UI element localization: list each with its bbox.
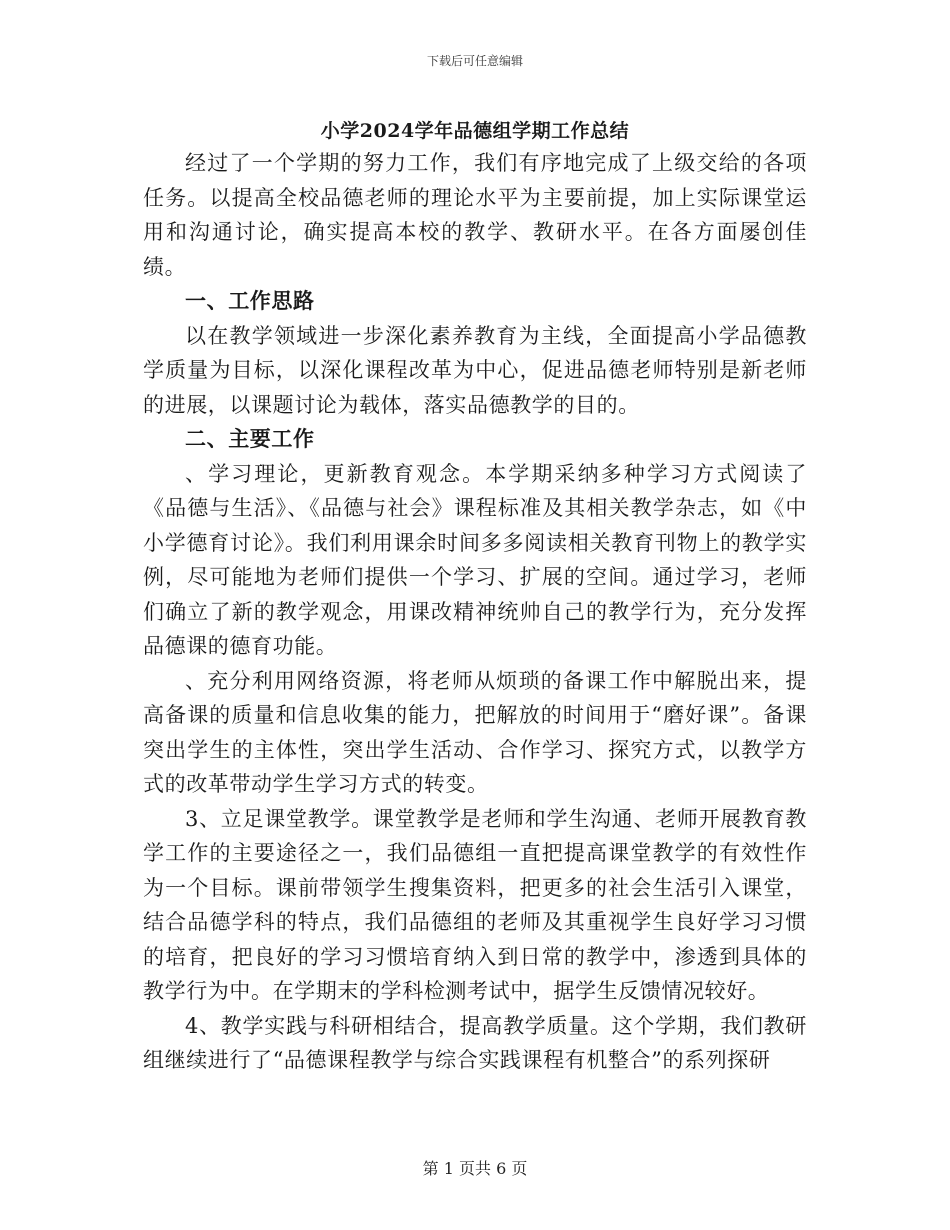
section-heading-main-work: 二、主要工作 [185,426,315,451]
paragraph-classroom-teaching: 3、立足课堂教学。课堂教学是老师和学生沟通、老师开展教育教学工作的主要途径之一，我们品德组一直把提高课堂教学的有效性作为一个目标。课前带领学生搜集资料，把更多的社会生活引入课堂，结合品德学科的特点，我们品德组的老师及其重视学生良好学习习惯的培育，把良好的学习习惯培育纳入到日常的教学中，渗透到具体的教学行为中。在学期末的学科检测考试中，据学生反馈情况较好。 [143,806,807,1003]
document-body [143,146,807,1078]
page-header-note: 下载后可任意编辑 [426,54,523,68]
page-number-footer: 第 1 页共 6 页 [422,1159,528,1178]
document-title: 小学2024学年品德组学期工作总结 [320,120,630,142]
paragraph-work-idea: 以在教学领域进一步深化素养教育为主线，全面提高小学品德教学质量为目标，以深化课程改革为中心，促进品德老师特别是新老师的进展，以课题讨论为载体，落实品德教学的目的。 [143,323,807,417]
section-heading-work-idea: 一、工作思路 [185,288,315,313]
paragraph-intro: 经过了一个学期的努力工作，我们有序地完成了上级交给的各项任务。以提高全校品德老师的理论水平为主要前提，加上实际课堂运用和沟通讨论，确实提高本校的教学、教研水平。在各方面屡创佳绩。 [143,151,807,279]
paragraph-network-resources: 、充分利用网络资源，将老师从烦琐的备课工作中解脱出来，提高备课的质量和信息收集的能力，把解放的时间用于“磨好课”。备课突出学生的主体性，突出学生活动、合作学习、探究方式，以教学方式的改革带动学生学习方式的转变。 [143,668,807,796]
paragraph-teaching-research: 4、教学实践与科研相结合，提高教学质量。这个学期，我们教研组继续进行了“品德课程教学与综合实践课程有机整合”的系列探研 [143,1013,807,1072]
paragraph-theory-study: 、学习理论，更新教育观念。本学期采纳多种学习方式阅读了《品德与生活》、《品德与社会》课程标准及其相关教学杂志，如《中小学德育讨论》。我们利用课余时间多多阅读相关教育刊物上的教学实例，尽可能地为老师们提供一个学习、扩展的空间。通过学习，老师们确立了新的教学观念，用课改精神统帅自己的教学行为，充分发挥品德课的德育功能。 [143,461,807,658]
